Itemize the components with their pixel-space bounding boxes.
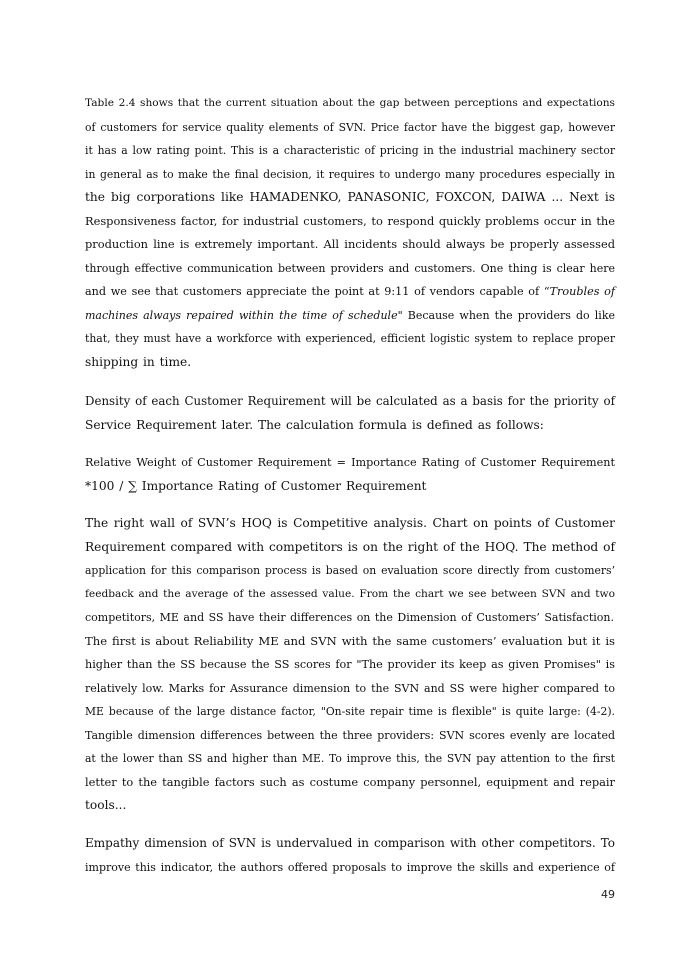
text-line-mixed [85, 280, 615, 304]
text-line: of customers for service quality elements of SVN. Price factor have the biggest gap, however [85, 120, 615, 134]
text-segment: " Because when the providers do like [397, 308, 615, 322]
text-line: Responsiveness factor, for industrial customers, to respond quickly problems occur in the [85, 213, 615, 228]
text-line: the big corporations like HAMADENKO, PANASONIC, FOXCON, DAIWA ... Next is [85, 190, 615, 204]
text-line: improve this indicator, the authors offered proposals to improve the skills and experience of [85, 860, 615, 874]
text-line: The first is about Reliability ME and SVN with the same customers’ evaluation but it is [85, 633, 615, 648]
text-line: in general as to make the final decision, it requires to undergo many procedures especially in [85, 167, 615, 181]
text-line: relatively low. Marks for Assurance dimension to the SVN and SS were higher compared to [85, 681, 615, 695]
text-line: at the lower than SS and higher than ME. To improve this, the SVN pay attention to the first [85, 752, 615, 765]
text-line: Tangible dimension differences between the three providers: SVN scores evenly are located [85, 728, 615, 742]
paragraph-competitive-analysis [85, 512, 615, 818]
text-line: Table 2.4 shows that the current situation about the gap between perceptions and expectations [85, 97, 615, 109]
text-line: through effective communication between providers and customers. One thing is clear here [85, 261, 615, 275]
text-line: that, they must have a workforce with experienced, efficient logistic system to replace proper [85, 332, 615, 345]
text-line: it has a low rating point. This is a characteristic of pricing in the industrial machinery sector [85, 144, 615, 157]
text-line: competitors, ME and SS have their differences on the Dimension of Customers’ Satisfaction. [85, 611, 614, 624]
paragraph-gap-analysis [85, 92, 615, 374]
text-line: feedback and the average of the assessed value. From the chart we see between SVN and two [85, 587, 615, 600]
text-line: production line is extremely important. All incidents should always be properly assessed [85, 237, 615, 251]
text-line: shipping in time. [85, 354, 192, 369]
italic-quote: Troubles of [549, 285, 615, 298]
text-line: tools... [85, 798, 127, 812]
text-line: The right wall of SVN’s HOQ is Competitive analysis. Chart on points of Customer [85, 516, 615, 530]
paragraph-density [85, 390, 615, 437]
formula-line: Relative Weight of Customer Requirement = Importance Rating of Customer Requirement [85, 456, 615, 469]
text-line: application for this comparison process is based on evaluation score directly from customers’ [85, 564, 615, 577]
text-line-mixed [85, 304, 615, 328]
page-number: 49 [601, 888, 615, 901]
text-line: ME because of the large distance factor, "On-site repair time is flexible" is quite large: (4-2). [85, 705, 615, 718]
paragraph-empathy [85, 832, 615, 879]
text-line: Density of each Customer Requirement will be calculated as a basis for the priority of [85, 394, 615, 408]
text-line: Service Requirement later. The calculation formula is defined as follows: [85, 417, 544, 432]
text-line: letter to the tangible factors such as costume company personnel, equipment and repair [85, 774, 615, 789]
text-segment: and we see that customers appreciate the point at 9:11 of vendors capable of “ [85, 285, 550, 298]
formula-line: *100 / ∑ Importance Rating of Customer Requirement [85, 478, 427, 493]
italic-quote: machines always repaired within the time of schedule [85, 308, 398, 322]
text-line: higher than the SS because the SS scores for "The provider its keep as given Promises" is [85, 658, 615, 671]
formula-block [85, 451, 615, 498]
text-line: Empathy dimension of SVN is undervalued in comparison with other competitors. To [85, 836, 615, 850]
text-line: Requirement compared with competitors is on the right of the HOQ. The method of [85, 539, 615, 554]
